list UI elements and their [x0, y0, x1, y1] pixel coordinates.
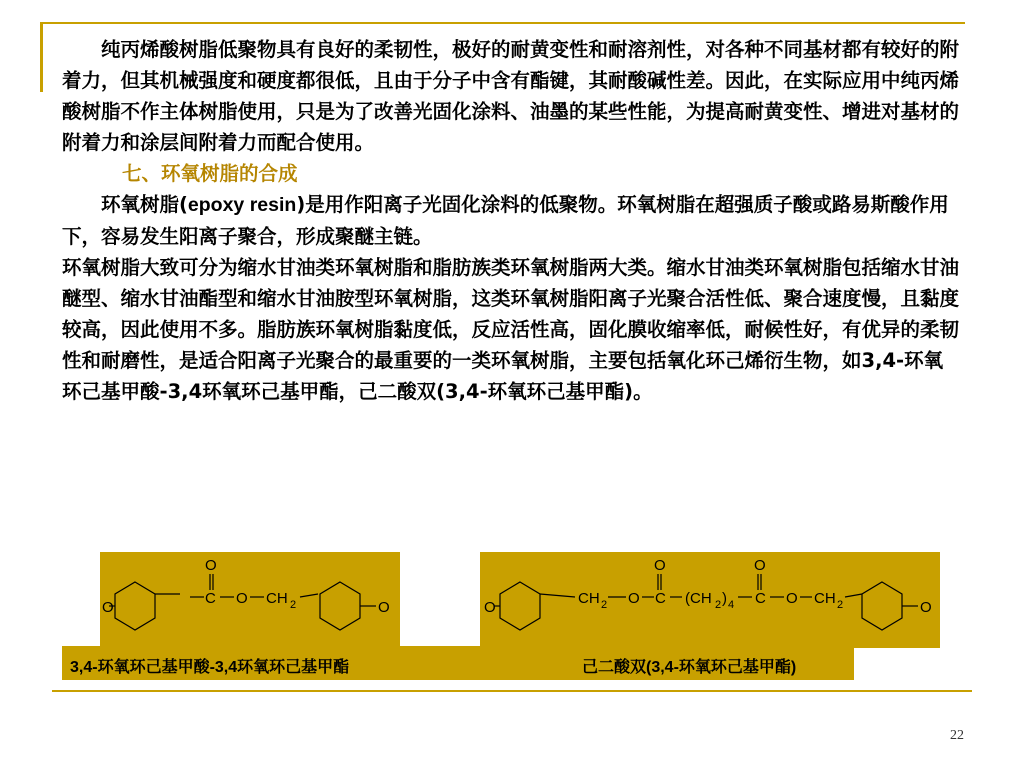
s1-ch2: CH	[266, 590, 288, 607]
s2-chain-n: 4	[728, 599, 735, 611]
left-rule	[40, 22, 43, 92]
s2-ch2-left: CH	[578, 590, 600, 607]
s2-o-left: O	[628, 590, 640, 607]
s1-carbonyl-o: O	[205, 557, 217, 574]
epoxy-intro-part1: 环氧树脂(	[101, 193, 188, 216]
s2-ch2-right: CH	[814, 590, 836, 607]
s1-epoxy-right: O	[378, 599, 390, 616]
paragraph-epoxy-intro	[62, 189, 962, 252]
s1-ch2-sub: 2	[290, 599, 297, 611]
paragraph-acrylic: 纯丙烯酸树脂低聚物具有良好的柔韧性，极好的耐黄变性和耐溶剂性，对各种不同基材都有较好的附着力，但其机械强度和硬度都很低，且由于分子中含有酯键，其耐酸碱性差。因此，在实际应用中纯丙烯酸树脂不作主体树脂使用，只是为了改善光固化涂料、油墨的某些性能，为提高耐黄变性、增进对基材的附着力和涂层间附着力而配合使用。	[62, 38, 960, 154]
s2-c-right: C	[755, 590, 766, 607]
s2-carbonyl-o-left: O	[654, 557, 666, 574]
s2-epoxy-left: O	[484, 599, 496, 616]
slide-body	[62, 34, 962, 407]
page-number: 22	[950, 728, 964, 743]
s2-carbonyl-o-right: O	[754, 557, 766, 574]
top-rule	[40, 22, 965, 24]
s2-chain-close: )	[722, 590, 727, 607]
s2-chain-sub: 2	[715, 599, 722, 611]
s1-c: C	[205, 590, 216, 607]
s2-o-right: O	[786, 590, 798, 607]
paragraph-epoxy-types: 环氧树脂大致可分为缩水甘油类环氧树脂和脂肪族类环氧树脂两大类。缩水甘油类环氧树脂包括缩水甘油醚型、缩水甘油酯型和缩水甘油胺型环氧树脂，这类环氧树脂阳离子光聚合活性低、聚合速度慢，且黏度较高，因此使用不多。脂肪族环氧树脂黏度低，反应活性高，固化膜收缩率低，耐候性好，有优异的柔韧性和耐磨性，是适合阳离子光聚合的最重要的一类环氧树脂，主要包括氧化环己烯衍生物，如3,4-环氧环己基甲酸-3,4环氧环己基甲酯，己二酸双(3,4-环氧环己基甲酯)。	[62, 256, 960, 403]
s1-ester-o: O	[236, 590, 248, 607]
section-heading: 七、环氧树脂的合成	[122, 162, 298, 185]
s2-ch2-right-sub: 2	[837, 599, 844, 611]
s2-ch2-left-sub: 2	[601, 599, 608, 611]
s2-c-left: C	[655, 590, 666, 607]
s2-chain-open: (CH	[685, 590, 712, 607]
bottom-rule	[52, 690, 972, 692]
s2-epoxy-right: O	[920, 599, 932, 616]
epoxy-term: epoxy resin	[187, 194, 297, 216]
caption-structure-1: 3,4-环氧环己基甲酸-3,4环氧环己基甲酯	[70, 659, 350, 676]
structure-1-diagram	[100, 552, 400, 648]
epoxy-intro-part2: )是用作阳离子光固化涂料的低聚物。环氧树脂在超强质子酸或路易斯酸作用下，容易发生阳离子聚合，形成聚醚主链。	[62, 193, 949, 248]
structure-2-diagram	[480, 552, 940, 648]
structure-1-panel	[100, 552, 400, 648]
structure-2-panel	[480, 552, 940, 648]
s1-epoxy-left: O	[102, 599, 114, 616]
caption-structure-2: 己二酸双(3,4-环氧环己基甲酯)	[582, 659, 797, 676]
